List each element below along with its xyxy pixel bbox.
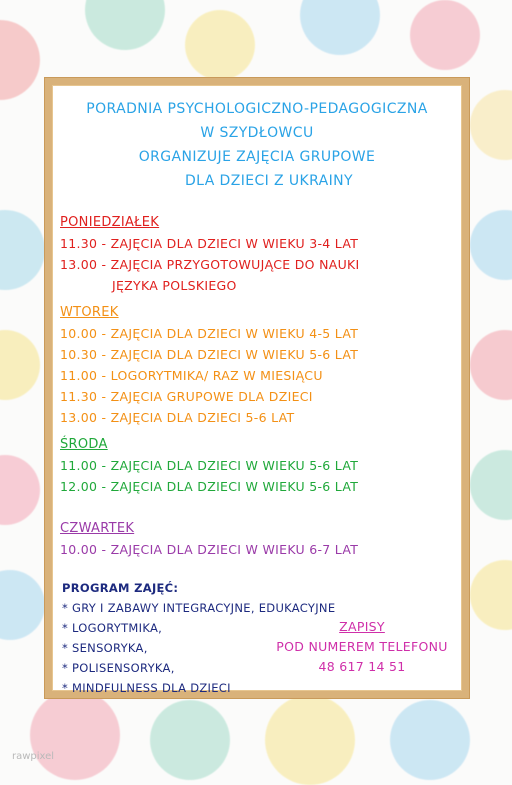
header-line-4: DLA DZIECI Z UKRAINY xyxy=(185,173,353,189)
signup-line: POD NUMEREM TELEFONU xyxy=(276,639,448,654)
signup-title: ZAPISY xyxy=(339,619,385,634)
header-line-3: ORGANIZUJE ZAJĘCIA GRUPOWE xyxy=(138,149,376,165)
day-heading-thursday: CZWARTEK xyxy=(60,521,135,536)
schedule-item: 13.00 - ZAJĘCIA PRZYGOTOWUJĄCE DO NAUKI xyxy=(60,257,360,272)
day-heading-wednesday: ŚRODA xyxy=(60,437,108,452)
day-heading-monday: PONIEDZIAŁEK xyxy=(60,215,160,230)
header-line-1: PORADNIA PSYCHOLOGICZNO-PEDAGOGICZNA xyxy=(86,101,428,117)
poster-card xyxy=(45,78,469,698)
schedule-item: 11.00 - ZAJĘCIA DLA DZIECI W WIEKU 5-6 LAT xyxy=(60,458,359,473)
day-heading-tuesday: WTOREK xyxy=(60,305,119,320)
signup-info xyxy=(272,617,452,677)
watermark: rawpixel xyxy=(12,751,55,762)
header-line-2: W SZYDŁOWCU xyxy=(200,125,314,141)
schedule-item: JĘZYKA POLSKIEGO xyxy=(112,278,237,293)
schedule-item: 11.30 - ZAJĘCIA DLA DZIECI W WIEKU 3-4 LAT xyxy=(60,236,359,251)
program-item: * LOGORYTMIKA, xyxy=(62,621,163,635)
tuesday-section xyxy=(60,303,454,428)
schedule-item: 11.30 - ZAJĘCIA GRUPOWE DLA DZIECI xyxy=(60,389,313,404)
thursday-section xyxy=(60,519,454,560)
phone-number: 48 617 14 51 xyxy=(318,659,406,674)
program-item: * MINDFULNESS DLA DZIECI xyxy=(62,681,231,695)
schedule-item: 10.00 - ZAJĘCIA DLA DZIECI W WIEKU 4-5 LAT xyxy=(60,326,359,341)
program-title: PROGRAM ZAJĘĆ: xyxy=(62,581,179,595)
program-item: * GRY I ZABAWY INTEGRACYJNE, EDUKACYJNE xyxy=(62,601,336,615)
poster-header xyxy=(52,97,462,193)
schedule-item: 12.00 - ZAJĘCIA DLA DZIECI W WIEKU 5-6 LAT xyxy=(60,479,359,494)
schedule-item: 10.00 - ZAJĘCIA DLA DZIECI W WIEKU 6-7 LAT xyxy=(60,542,359,557)
schedule-item: 10.30 - ZAJĘCIA DLA DZIECI W WIEKU 5-6 LAT xyxy=(60,347,359,362)
wednesday-section xyxy=(60,435,454,497)
program-item: * POLISENSORYKA, xyxy=(62,661,175,675)
program-item: * SENSORYKA, xyxy=(62,641,148,655)
monday-section xyxy=(60,213,454,296)
schedule-item: 11.00 - LOGORYTMIKA/ RAZ W MIESIĄCU xyxy=(60,368,323,383)
schedule-item: 13.00 - ZAJĘCIA DLA DZIECI 5-6 LAT xyxy=(60,410,295,425)
